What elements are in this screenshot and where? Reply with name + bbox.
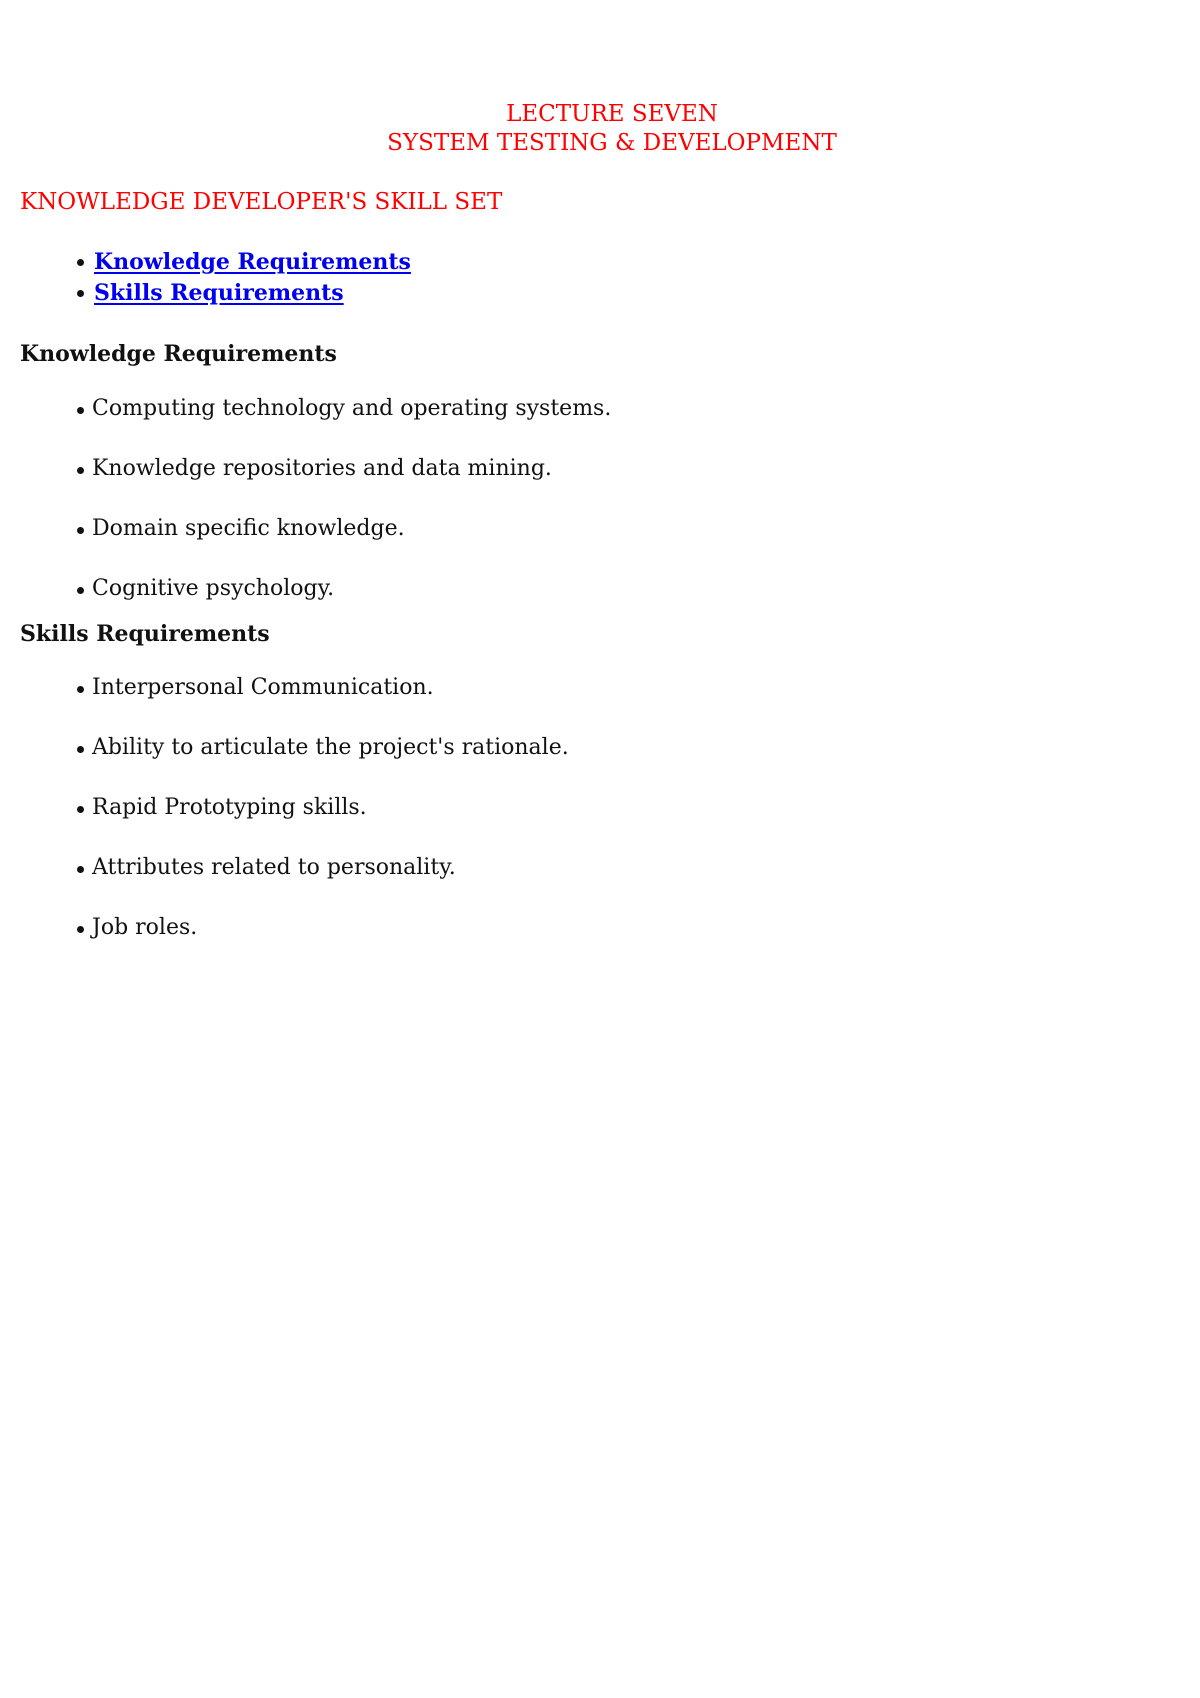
- toc-item-skills: [74, 279, 411, 310]
- list-item: [74, 913, 569, 973]
- list-item: [74, 673, 569, 733]
- lecture-title: [0, 100, 1200, 158]
- list-item-text: Job roles.: [92, 915, 198, 940]
- list-item: [74, 454, 611, 514]
- bullet-icon: [77, 407, 84, 414]
- list-item: [74, 793, 569, 853]
- list-item: [74, 733, 569, 793]
- bullet-icon: [77, 587, 84, 594]
- toc-item-knowledge: [74, 248, 411, 279]
- list-item-text: Ability to articulate the project's rationale.: [92, 735, 569, 760]
- list-item: [74, 514, 611, 574]
- lecture-title-line1: LECTURE SEVEN: [506, 101, 718, 127]
- toc-link-skills-requirements[interactable]: Skills Requirements: [94, 280, 344, 306]
- list-item-text: Rapid Prototyping skills.: [92, 795, 367, 820]
- list-item-text: Domain specific knowledge.: [92, 516, 405, 541]
- list-item-text: Attributes related to personality.: [92, 855, 456, 880]
- table-of-contents: [74, 248, 411, 310]
- bullet-icon: [77, 467, 84, 474]
- list-item-text: Computing technology and operating systems.: [92, 396, 612, 421]
- knowledge-requirements-heading: Knowledge Requirements: [20, 341, 337, 367]
- skills-requirements-heading: Skills Requirements: [20, 621, 270, 647]
- bullet-icon: [77, 527, 84, 534]
- bullet-icon: [77, 926, 84, 933]
- bullet-icon: [77, 290, 84, 297]
- bullet-icon: [77, 686, 84, 693]
- lecture-title-line2: SYSTEM TESTING & DEVELOPMENT: [387, 130, 837, 156]
- bullet-icon: [77, 806, 84, 813]
- section-heading: KNOWLEDGE DEVELOPER'S SKILL SET: [20, 189, 503, 215]
- list-item-text: Knowledge repositories and data mining.: [92, 456, 552, 481]
- list-item-text: Cognitive psychology.: [92, 576, 335, 601]
- bullet-icon: [77, 866, 84, 873]
- list-item: [74, 853, 569, 913]
- skills-requirements-list: [74, 673, 569, 973]
- list-item: [74, 394, 611, 454]
- toc-link-knowledge-requirements[interactable]: Knowledge Requirements: [94, 249, 411, 275]
- knowledge-requirements-list: [74, 394, 611, 634]
- bullet-icon: [77, 746, 84, 753]
- list-item-text: Interpersonal Communication.: [92, 675, 434, 700]
- bullet-icon: [77, 259, 84, 266]
